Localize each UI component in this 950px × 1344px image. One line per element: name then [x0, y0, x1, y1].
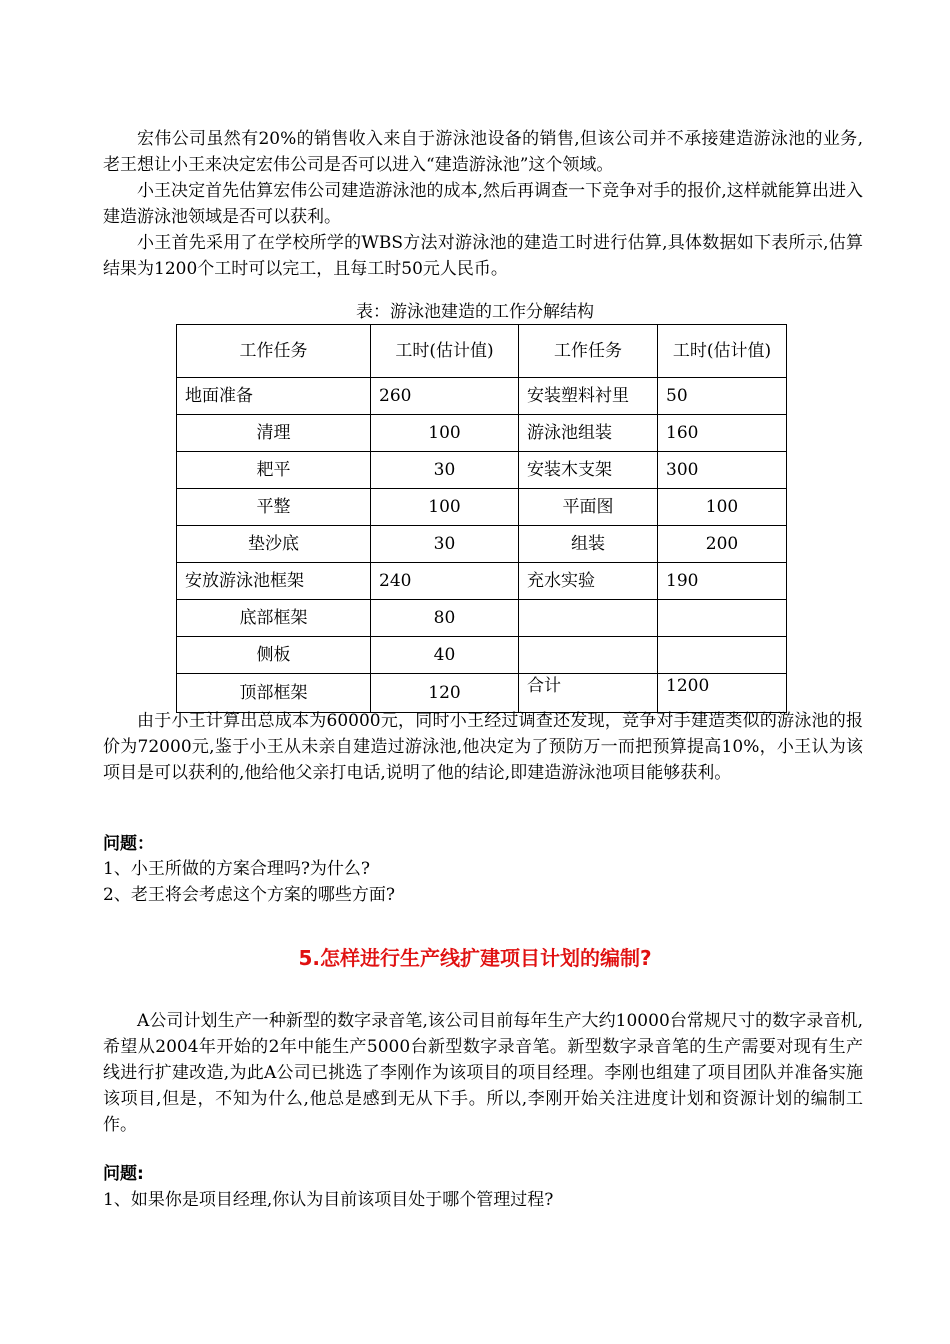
question-item: 2、老王将会考虑这个方案的哪些方面?	[103, 885, 395, 905]
hours-cell: 100	[658, 489, 787, 526]
paragraph-intro: 宏伟公司虽然有20%的销售收入来自于游泳池设备的销售,但该公司并不承接建造游泳池的业务,老王想让小王来决定宏伟公司是否可以进入“建造游泳池”这个领域。	[103, 129, 863, 175]
empty-cell	[519, 637, 658, 674]
table-row	[177, 378, 787, 415]
task-cell: 组装	[519, 526, 658, 563]
hours-cell: 80	[371, 600, 519, 637]
total-label-cell: 合计	[519, 674, 658, 713]
hours-cell: 120	[371, 674, 519, 713]
hours-cell: 100	[371, 489, 519, 526]
header-task-2: 工作任务	[519, 325, 658, 378]
questions-title: 问题：	[103, 834, 154, 854]
table-row	[177, 637, 787, 674]
task-cell: 垫沙底	[177, 526, 371, 563]
question-item: 1、如果你是项目经理,你认为目前该项目处于哪个管理过程?	[103, 1190, 554, 1210]
hours-cell: 160	[658, 415, 787, 452]
paragraph-wbs-method: 小王首先采用了在学校所学的WBS方法对游泳池的建造工时进行估算,具体数据如下表所示,估算结果为1200个工时可以完工，且每工时50元人民币。	[103, 233, 863, 279]
paragraph-estimate-plan: 小王决定首先估算宏伟公司建造游泳池的成本,然后再调查一下竞争对手的报价,这样就能算出进入建造游泳池领域是否可以获利。	[103, 181, 863, 227]
task-cell: 充水实验	[519, 563, 658, 600]
hours-cell: 300	[658, 452, 787, 489]
hours-cell: 240	[371, 563, 519, 600]
table-row	[177, 452, 787, 489]
hours-cell: 190	[658, 563, 787, 600]
task-cell: 侧板	[177, 637, 371, 674]
task-cell: 安装塑料衬里	[519, 378, 658, 415]
task-cell: 清理	[177, 415, 371, 452]
section-heading: 5.怎样进行生产线扩建项目计划的编制?	[298, 946, 652, 970]
total-value-cell: 1200	[658, 674, 787, 713]
task-cell: 平整	[177, 489, 371, 526]
task-cell: 底部框架	[177, 600, 371, 637]
header-hours-1: 工时(估计值)	[371, 325, 519, 378]
table-row	[177, 526, 787, 563]
paragraph-case-a: A公司计划生产一种新型的数字录音笔,该公司目前每年生产大约10000台常规尺寸的数字录音机,希望从2004年开始的2年中能生产5000台新型数字录音笔。新型数字录音笔的生产需要对现有生产线进行扩建改造,为此A公司已挑选了李刚作为该项目的项目经理。李刚也组建了项目团队并准备实施该项目,但是，不知为什么,他总是感到无从下手。所以,李刚开始关注进度计划和资源计划的编制工作。	[103, 1011, 863, 1135]
empty-cell	[519, 600, 658, 637]
hours-cell: 100	[371, 415, 519, 452]
empty-cell	[658, 600, 787, 637]
hours-cell: 260	[371, 378, 519, 415]
question-item: 1、小王所做的方案合理吗?为什么?	[103, 859, 371, 879]
questions-title: 问题:	[103, 1164, 144, 1184]
table-header-row	[177, 325, 787, 378]
task-cell: 平面图	[519, 489, 658, 526]
task-cell: 顶部框架	[177, 674, 371, 713]
task-cell: 地面准备	[177, 378, 371, 415]
header-task-1: 工作任务	[177, 325, 371, 378]
task-cell: 安装木支架	[519, 452, 658, 489]
task-cell: 安放游泳池框架	[177, 563, 371, 600]
hours-cell: 200	[658, 526, 787, 563]
empty-cell	[658, 637, 787, 674]
task-cell: 游泳池组装	[519, 415, 658, 452]
hours-cell: 40	[371, 637, 519, 674]
table-caption: 表：游泳池建造的工作分解结构	[356, 302, 594, 322]
table-row	[177, 415, 787, 452]
table-total-row	[177, 674, 787, 713]
hours-cell: 30	[371, 452, 519, 489]
table-row	[177, 600, 787, 637]
table-row	[177, 489, 787, 526]
paragraph-conclusion: 由于小王计算出总成本为60000元，同时小王经过调查还发现，竞争对手建造类似的游泳池的报价为72000元,鉴于小王从未亲自建造过游泳池,他决定为了预防万一而把预算提高10%，小王认为该项目是可以获利的,他给他父亲打电话,说明了他的结论,即建造游泳池项目能够获利。	[103, 711, 863, 783]
wbs-table	[176, 324, 787, 713]
table-row	[177, 563, 787, 600]
header-hours-2: 工时(估计值)	[658, 325, 787, 378]
task-cell: 耙平	[177, 452, 371, 489]
hours-cell: 30	[371, 526, 519, 563]
hours-cell: 50	[658, 378, 787, 415]
